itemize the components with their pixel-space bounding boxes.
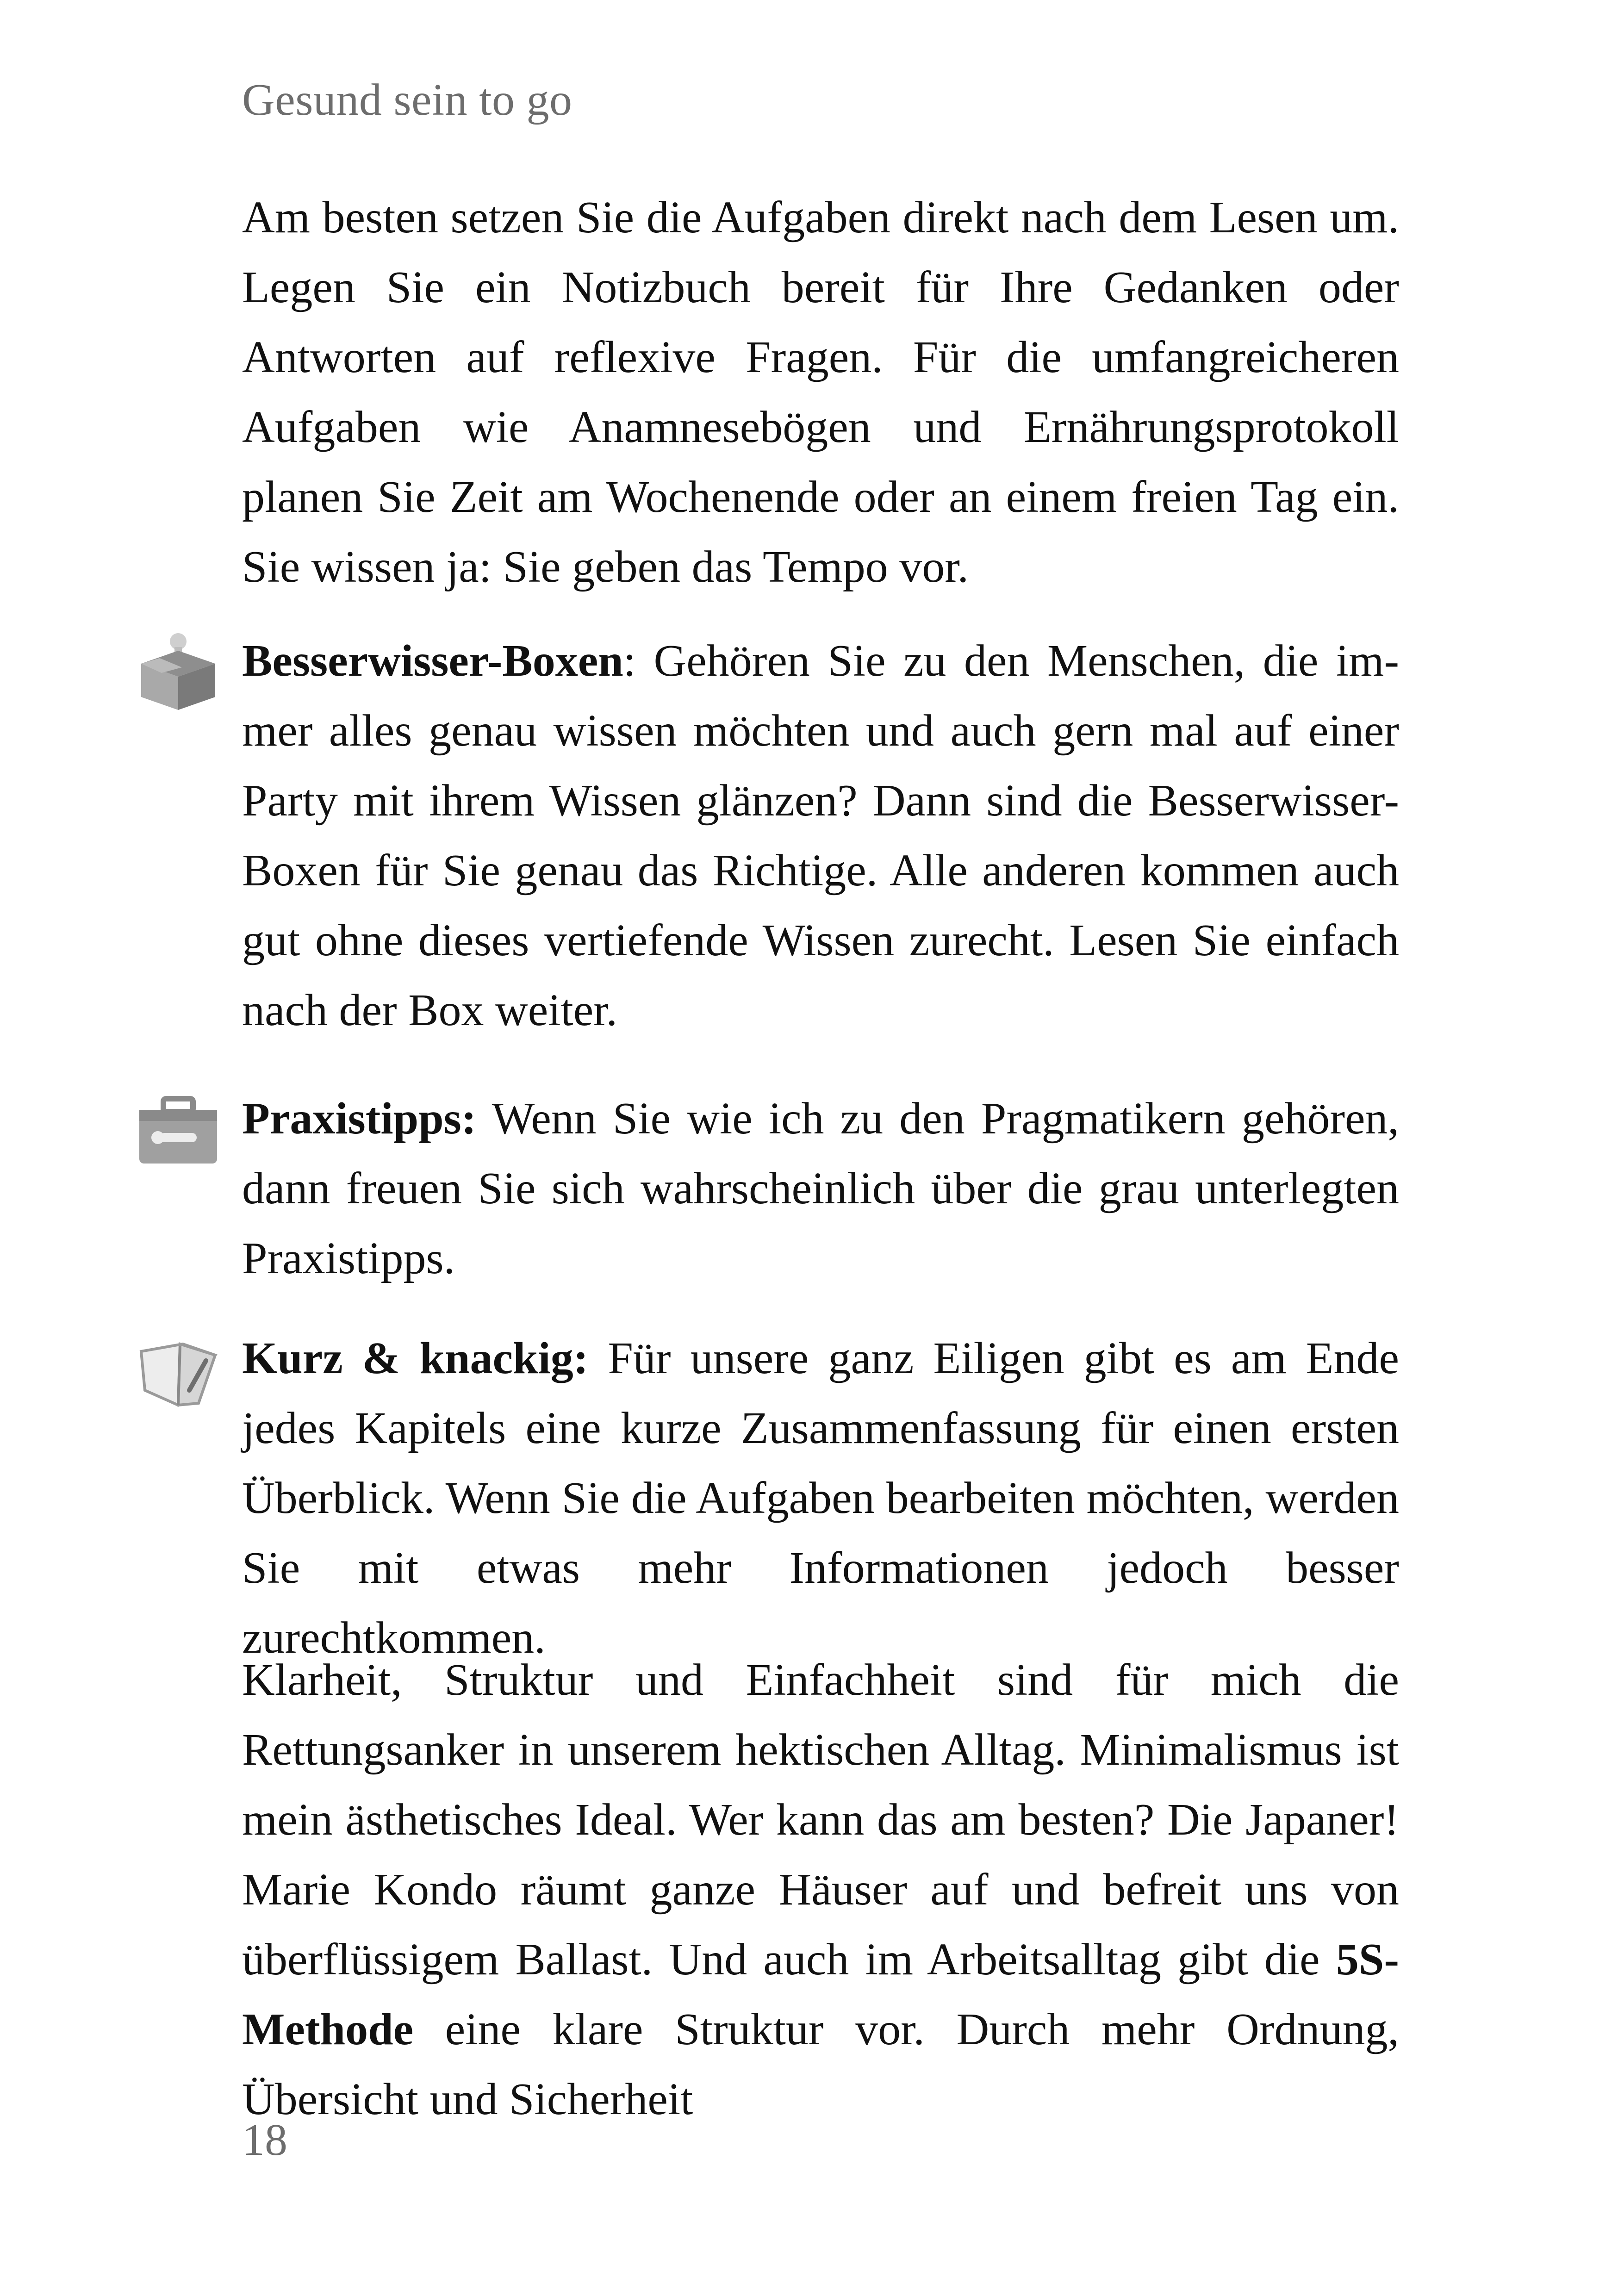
kurz-label: Kurz & knackig: [242,1333,589,1383]
toolbox-icon [132,1082,224,1175]
kurz-text: Für unsere ganz Eiligen gibt es am Ende jedes Kapitels eine kurze Zusammenfassung für einen ersten Überblick. Wenn Sie die Aufgaben bearbeiten möchten, werden Sie mit etwas mehr Informationen jedoch besser zurechtkommen. [242,1333,1399,1663]
klarheit-paragraph [242,1645,1399,2134]
praxistipps-text: Wenn Sie wie ich zu den Pragmatikern gehören, dann freuen Sie sich wahrscheinlich über die grau unterlegten Praxistipps. [242,1094,1399,1283]
praxistipps-paragraph [242,1084,1399,1294]
kurz-paragraph [242,1324,1399,1673]
intro-paragraph: Am besten setzen Sie die Aufgaben direkt nach dem Lesen um. Legen Sie ein Notizbuch bereit für Ihre Gedanken oder Antworten auf reflexive Fragen. Für die umfangreicheren Aufgaben wie Anamnesebögen und Ernährungsprotokoll planen Sie Zeit am Wochenende oder an einem freien Tag ein. Sie wissen ja: Sie geben das Tempo vor. [242,193,1399,592]
5s-method-term: 5S-Methode [242,1935,1399,2054]
notebook-pen-icon [132,1324,224,1416]
besserwisser-paragraph [242,626,1399,1045]
besserwisser-label: Besserwisser-Boxen [242,636,623,686]
klarheit-text-after: eine klare Struktur vor. Durch mehr Ordnung, Übersicht und Sicherheit [242,2004,1399,2124]
besserwisser-text: : Gehören Sie zu den Menschen, die immer alles genau wissen möchten und auch gern mal auf einer Party mit ihrem Wissen glänzen? Dann sind die Besserwisser-Boxen für Sie genau das Richtige. Alle anderen kommen auch gut ohne dieses vertiefende Wissen zurecht. Lesen Sie einfach nach der Box weiter. [242,636,1399,1035]
box-lightbulb-icon [132,625,224,717]
praxistipps-label: Praxistipps: [242,1094,477,1144]
running-header: Gesund sein to go [242,75,573,125]
page-number: 18 [242,2115,287,2165]
klarheit-text-before: Klarheit, Struktur und Einfachheit sind für mich die Rettungsanker in unserem hektischen Alltag. Minimalismus ist mein ästhetisches Ideal. Wer kann das am besten? Die Japaner! Marie Kondo räumt ganze Häuser auf und befreit uns von überflüssigem Ballast. Und auch im Arbeitsalltag gibt die [242,1655,1399,1985]
